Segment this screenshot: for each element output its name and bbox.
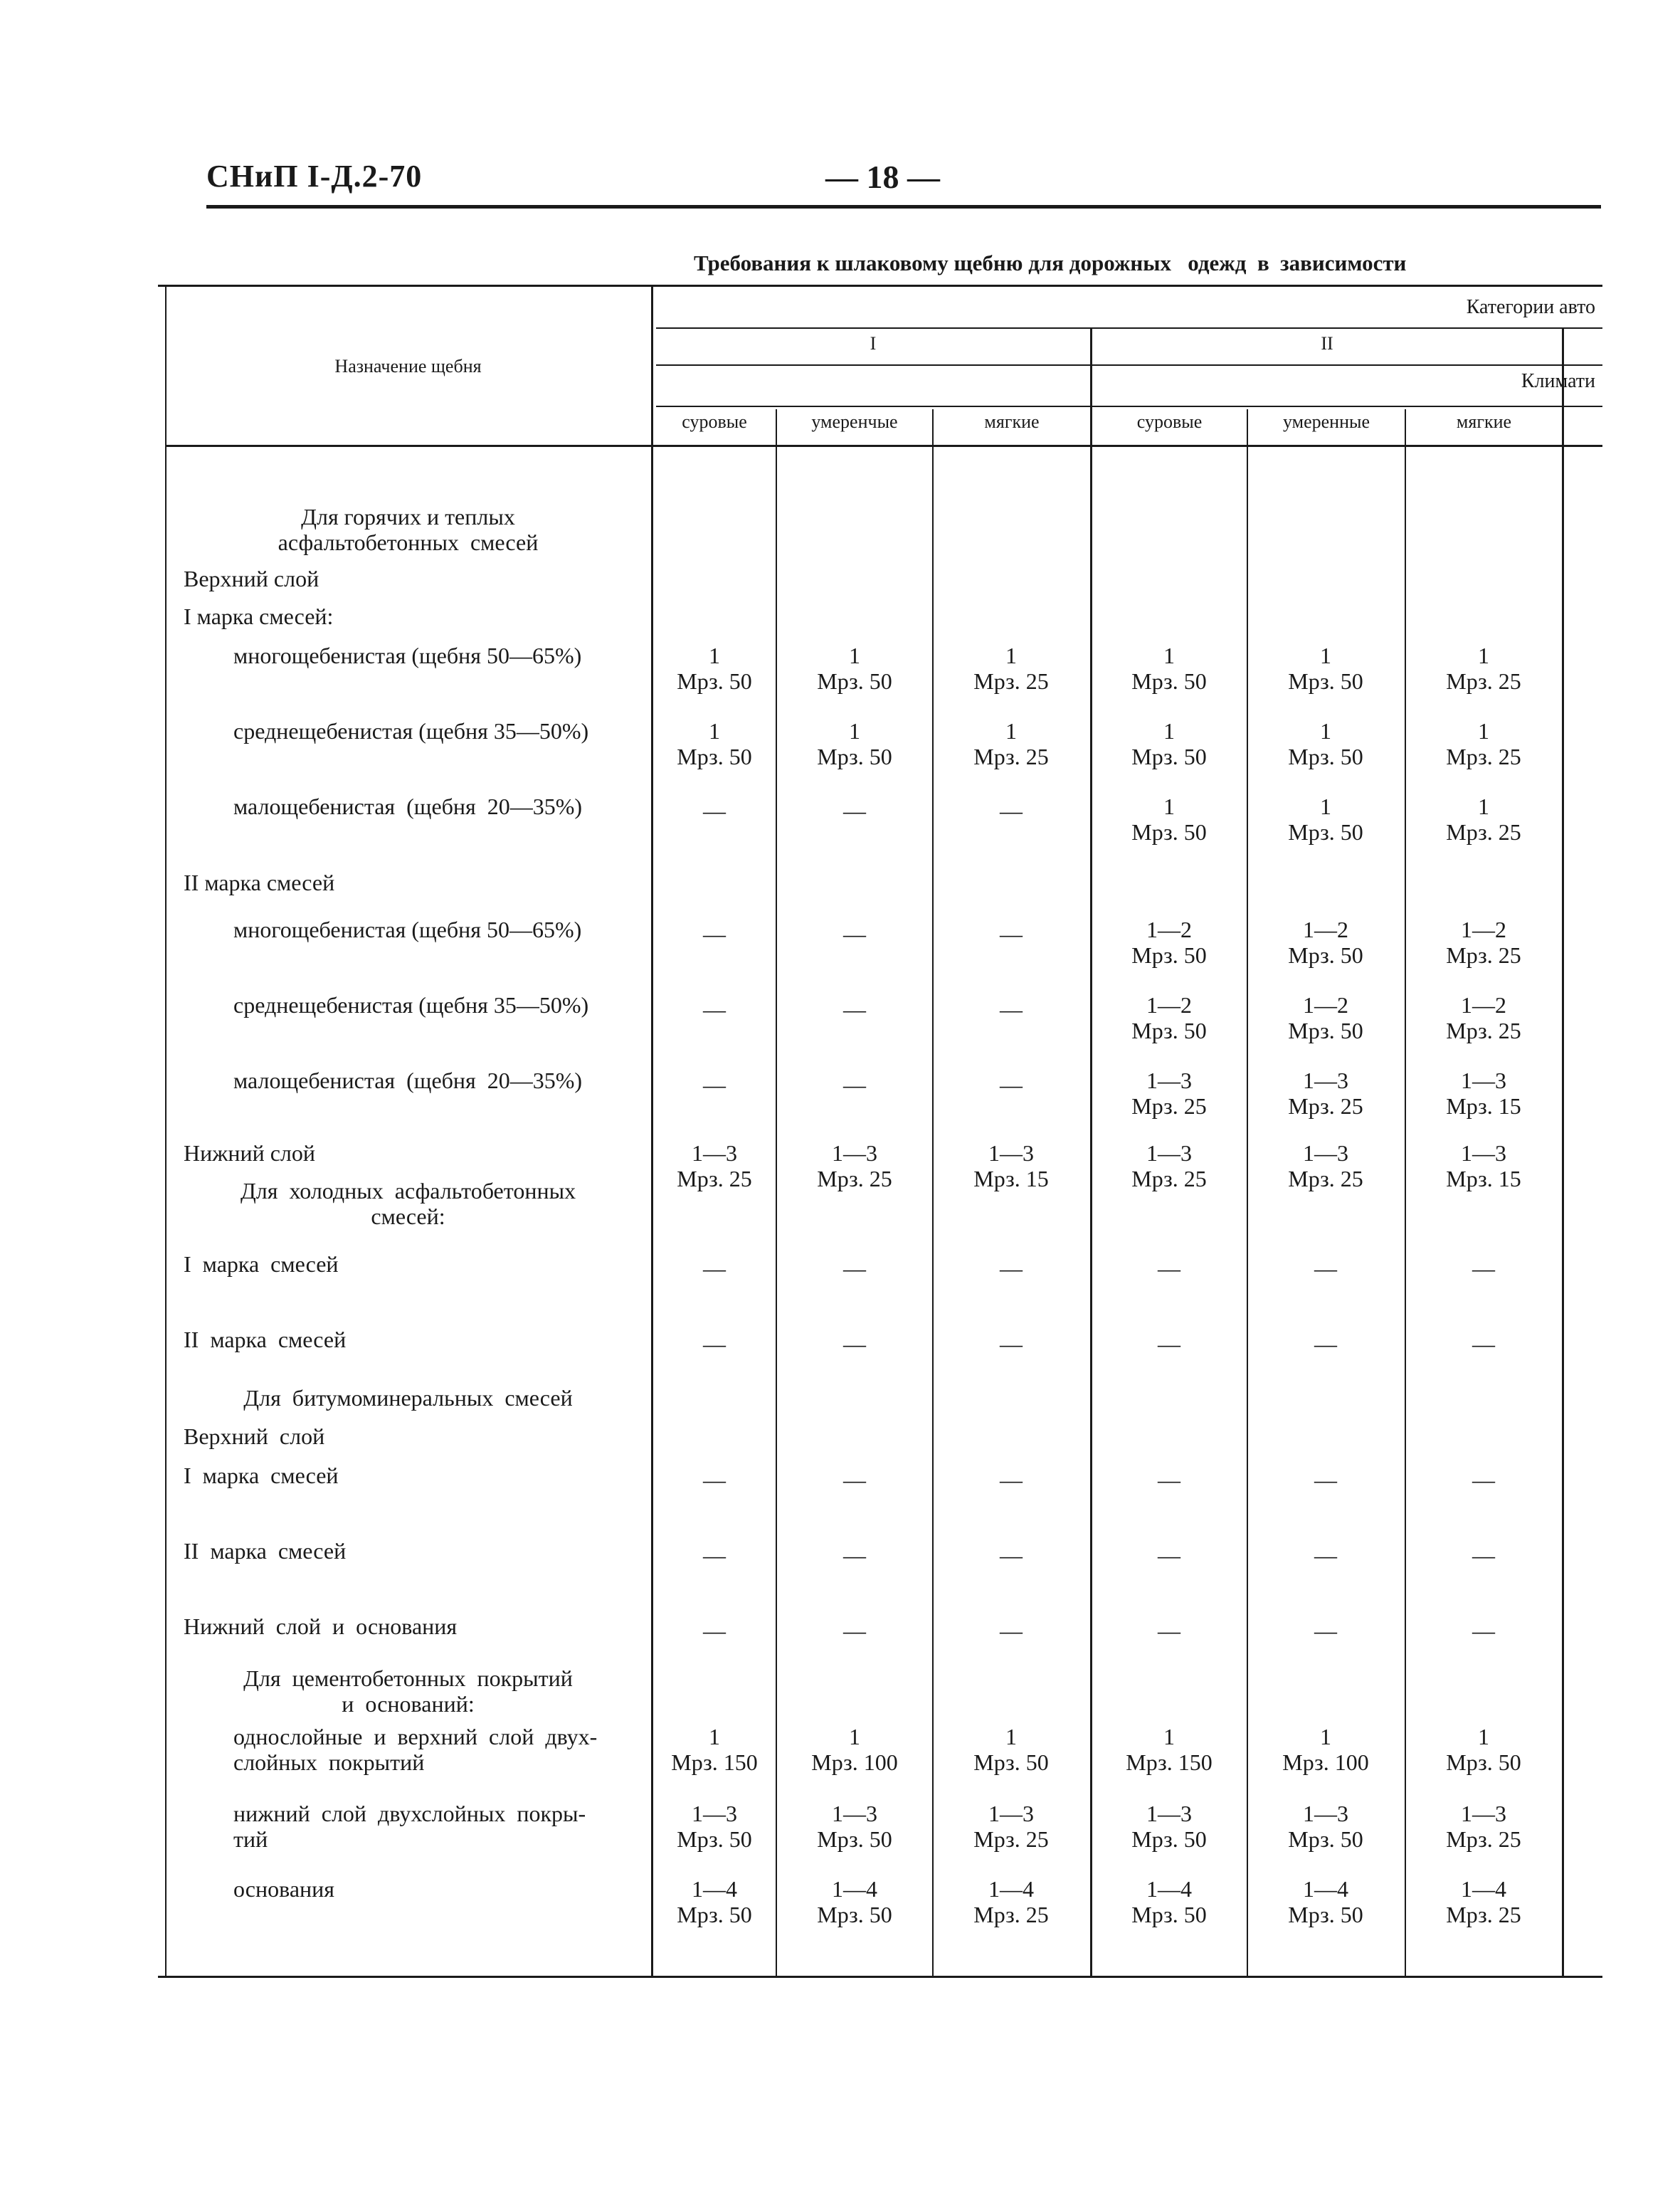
table-cell: 1 Мрз. 25 <box>973 643 1049 694</box>
table-cell: — <box>843 1467 866 1492</box>
table-cell: 1—2 Мрз. 50 <box>1288 992 1363 1043</box>
table-cell: 1—4 Мрз. 25 <box>973 1876 1049 1927</box>
table-caption: Требования к шлаковому щебню для дорожных одежд в зависимости <box>694 251 1407 275</box>
row-label: малощебенистая (щебня 20—35%) <box>233 794 583 819</box>
table-cell: 1 Мрз. 50 <box>1131 643 1207 694</box>
table-cell: 1—4 Мрз. 25 <box>1446 1876 1521 1927</box>
table-cell: — <box>843 1542 866 1568</box>
row-label: I марка смесей <box>184 1251 339 1277</box>
table-cell: — <box>703 1542 726 1568</box>
row-label: II марка смесей <box>184 1327 347 1352</box>
table-cell: — <box>1158 1331 1180 1357</box>
table-cell: — <box>1000 1542 1023 1568</box>
table-cell: 1 Мрз. 100 <box>1282 1724 1369 1775</box>
table-cell: — <box>1314 1542 1337 1568</box>
table-cell: 1—2 Мрз. 50 <box>1131 992 1207 1043</box>
table-cell: 1—3 Мрз. 50 <box>817 1801 892 1852</box>
table-cell: 1 Мрз. 25 <box>1446 643 1521 694</box>
document-code: СНиП I-Д.2-70 <box>206 159 423 194</box>
table-cell: — <box>1000 798 1023 823</box>
climate-2: умеренчые <box>811 411 898 432</box>
row-label: однослойные и верхний слой двух- слойных покрытий <box>233 1724 598 1775</box>
table-cell: — <box>1000 996 1023 1022</box>
table-cell: 1 Мрз. 50 <box>1446 1724 1521 1775</box>
climate-5: умеренные <box>1282 411 1370 432</box>
table-cell: — <box>1314 1255 1337 1281</box>
row-label: Для горячих и теплых асфальтобетонных смесей <box>278 504 539 555</box>
row-label: Верхний слой <box>184 566 319 591</box>
table-cell: — <box>1314 1467 1337 1492</box>
table-cell: — <box>843 996 866 1022</box>
row-label: II марка смесей <box>184 870 335 895</box>
table-cell: — <box>1000 1618 1023 1643</box>
header-rule <box>206 205 1601 209</box>
table-cell: 1—3 Мрз. 50 <box>1288 1801 1363 1852</box>
row-label: основания <box>233 1876 334 1902</box>
table-cell: — <box>703 1255 726 1281</box>
table-cell: 1—3 Мрз. 25 <box>1288 1140 1363 1191</box>
row-label: I марка смесей: <box>184 604 334 629</box>
table-cell: — <box>843 921 866 947</box>
table-cell: 1 Мрз. 50 <box>817 643 892 694</box>
table-cell: — <box>1000 921 1023 947</box>
climate-header: Климати <box>1521 370 1595 392</box>
table-cell: 1—3 Мрз. 25 <box>1131 1068 1207 1119</box>
table-cell: — <box>843 1331 866 1357</box>
table-cell: 1—2 Мрз. 25 <box>1446 992 1521 1043</box>
table-cell: — <box>1314 1331 1337 1357</box>
col-rule-3 <box>1090 329 1092 1976</box>
table-cell: — <box>1472 1255 1495 1281</box>
table-cell: — <box>1000 1331 1023 1357</box>
col-rule-2 <box>932 409 934 1976</box>
requirements-table <box>158 285 1602 1979</box>
climate-1: суровые <box>682 411 747 432</box>
table-bottom-rule <box>158 1976 1602 1978</box>
row-label: малощебенистая (щебня 20—35%) <box>233 1068 583 1093</box>
category-II: II <box>1321 333 1333 354</box>
row-label: Нижний слой <box>184 1140 316 1166</box>
table-cell: 1 Мрз. 25 <box>1446 794 1521 845</box>
category-I: I <box>870 333 877 354</box>
table-cell: 1 Мрз. 25 <box>973 718 1049 769</box>
table-cell: 1 Мрз. 50 <box>1288 718 1363 769</box>
table-cell: 1 Мрз. 50 <box>677 643 752 694</box>
table-cell: — <box>1158 1255 1180 1281</box>
table-cell: 1—3 Мрз. 15 <box>973 1140 1049 1191</box>
stub-header: Назначение щебня <box>334 356 482 377</box>
table-cell: 1—3 Мрз. 25 <box>1446 1801 1521 1852</box>
climate-4: суровые <box>1136 411 1203 432</box>
table-cell: 1—2 Мрз. 50 <box>1288 917 1363 968</box>
header-bottom-rule <box>165 445 1602 447</box>
table-cell: — <box>1472 1618 1495 1643</box>
table-cell: — <box>703 798 726 823</box>
table-cell: 1 Мрз. 50 <box>1288 794 1363 845</box>
row-label: нижний слой двухслойных покры- тий <box>233 1801 586 1852</box>
row-label: среднещебенистая (щебня 35—50%) <box>233 992 589 1018</box>
col-rule-1 <box>776 409 777 1976</box>
row-label: I марка смесей <box>184 1463 339 1488</box>
table-cell: 1—2 Мрз. 25 <box>1446 917 1521 968</box>
category-header-rule <box>656 364 1602 366</box>
row-label: многощебенистая (щебня 50—65%) <box>233 917 582 942</box>
table-cell: 1 Мрз. 50 <box>1131 718 1207 769</box>
table-cell: 1 Мрз. 50 <box>1288 643 1363 694</box>
table-cell: 1—3 Мрз. 15 <box>1446 1068 1521 1119</box>
table-cell: 1—4 Мрз. 50 <box>1131 1876 1207 1927</box>
table-cell: — <box>703 921 726 947</box>
table-cell: 1—3 Мрз. 15 <box>1446 1140 1521 1191</box>
table-cell: 1 Мрз. 50 <box>677 718 752 769</box>
table-cell: 1 Мрз. 50 <box>1131 794 1207 845</box>
col-rule-6 <box>1562 329 1564 1976</box>
table-cell: 1 Мрз. 150 <box>671 1724 758 1775</box>
row-label: Для цементобетонных покрытий и оснований: <box>243 1665 573 1717</box>
table-cell: — <box>1158 1618 1180 1643</box>
table-cell: 1—4 Мрз. 50 <box>677 1876 752 1927</box>
table-cell: 1—2 Мрз. 50 <box>1131 917 1207 968</box>
col-rule-5 <box>1405 409 1406 1976</box>
table-cell: — <box>1472 1331 1495 1357</box>
table-cell: 1—3 Мрз. 25 <box>817 1140 892 1191</box>
table-cell: — <box>1158 1542 1180 1568</box>
table-cell: — <box>703 1467 726 1492</box>
table-cell: — <box>843 798 866 823</box>
table-cell: 1—3 Мрз. 25 <box>1288 1068 1363 1119</box>
table-cell: 1 Мрз. 25 <box>1446 718 1521 769</box>
table-cell: — <box>843 1255 866 1281</box>
table-cell: — <box>1000 1467 1023 1492</box>
row-label: среднещебенистая (щебня 35—50%) <box>233 718 589 744</box>
page-number: — 18 — <box>825 159 940 195</box>
table-cell: 1 Мрз. 100 <box>811 1724 898 1775</box>
table-cell: — <box>703 1618 726 1643</box>
table-cell: 1—3 Мрз. 50 <box>677 1801 752 1852</box>
table-cell: 1—4 Мрз. 50 <box>1288 1876 1363 1927</box>
group-header: Категории авто <box>1466 296 1595 318</box>
row-label: многощебенистая (щебня 50—65%) <box>233 643 582 668</box>
climate-6: мягкие <box>1456 411 1512 432</box>
table-cell: — <box>1472 1467 1495 1492</box>
table-cell: 1—3 Мрз. 25 <box>677 1140 752 1191</box>
col-rule-4 <box>1247 409 1248 1976</box>
table-cell: — <box>703 996 726 1022</box>
table-cell: — <box>703 1331 726 1357</box>
table-cell: 1—3 Мрз. 25 <box>1131 1140 1207 1191</box>
group-header-rule <box>656 327 1602 329</box>
row-label: Нижний слой и основания <box>184 1613 458 1639</box>
climate-header-rule <box>656 406 1602 407</box>
table-cell: 1 Мрз. 150 <box>1126 1724 1213 1775</box>
table-cell: 1—3 Мрз. 50 <box>1131 1801 1207 1852</box>
table-cell: — <box>843 1618 866 1643</box>
stub-right-rule <box>651 285 653 1976</box>
row-label: Для битумоминеральных смесей <box>243 1385 573 1411</box>
table-cell: 1—4 Мрз. 50 <box>817 1876 892 1927</box>
table-top-rule <box>158 285 1602 287</box>
climate-3: мягкие <box>984 411 1040 432</box>
table-cell: — <box>1000 1255 1023 1281</box>
row-label: Верхний слой <box>184 1423 325 1449</box>
row-label: Для холодных асфальтобетонных смесей: <box>240 1178 576 1229</box>
table-cell: — <box>1158 1467 1180 1492</box>
table-cell: — <box>843 1072 866 1097</box>
table-cell: — <box>1472 1542 1495 1568</box>
row-label: II марка смесей <box>184 1538 347 1564</box>
table-cell: — <box>703 1072 726 1097</box>
table-cell: — <box>1000 1072 1023 1097</box>
table-cell: 1 Мрз. 50 <box>973 1724 1049 1775</box>
table-cell: 1—3 Мрз. 25 <box>973 1801 1049 1852</box>
table-cell: 1 Мрз. 50 <box>817 718 892 769</box>
table-cell: — <box>1314 1618 1337 1643</box>
